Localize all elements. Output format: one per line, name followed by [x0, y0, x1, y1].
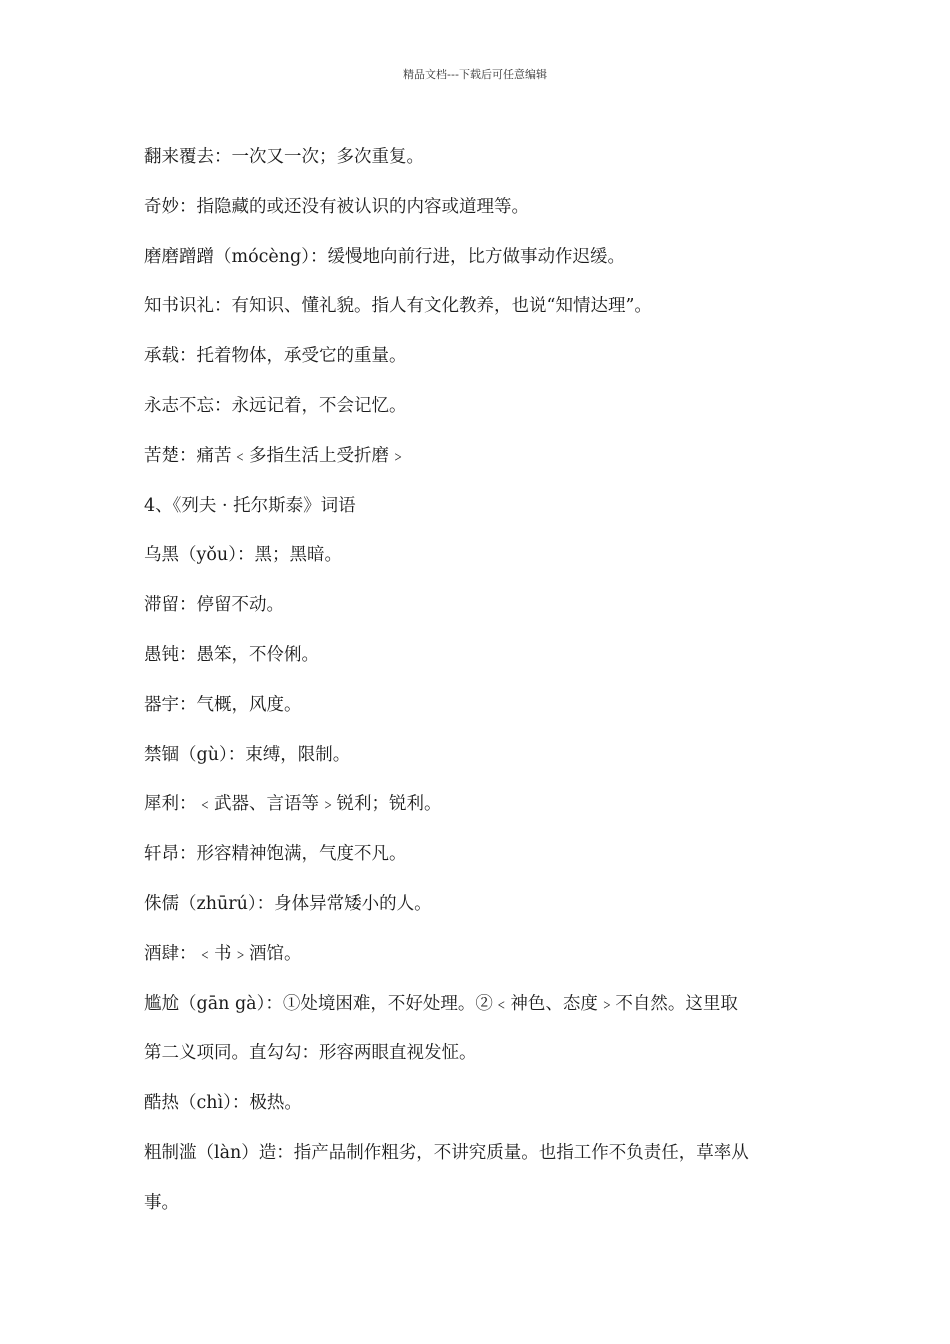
text-line: 轩昂：形容精神饱满，气度不凡。: [144, 844, 407, 865]
section-heading: 4、《列夫 · 托尔斯泰》词语: [144, 495, 356, 516]
text-line: 粗制滥（làn）造：指产品制作粗劣，不讲究质量。也指工作不负责任，草率从: [144, 1142, 749, 1163]
document-body: [144, 133, 812, 1229]
text-line: 乌黑（yǒu）：黑；黑暗。: [144, 545, 342, 566]
text-line: 侏儒（zhūrú）：身体异常矮小的人。: [144, 893, 432, 914]
text-line: 第二义项同。直勾勾：形容两眼直视发怔。: [144, 1043, 477, 1064]
page-header: 精品文档---下载后可任意编辑: [403, 68, 547, 81]
text-line: 苦楚：痛苦﹤多指生活上受折磨﹥: [144, 445, 407, 466]
text-line: 器宇：气概，风度。: [144, 694, 302, 715]
text-line: 承载：托着物体，承受它的重量。: [144, 346, 407, 367]
text-line: 永志不忘：永远记着，不会记忆。: [144, 395, 407, 416]
text-line: 尴尬（gān gà）：①处境困难，不好处理。②﹤神色、态度﹥不自然。这里取: [144, 993, 738, 1014]
text-line: 禁锢（gù）：束缚，限制。: [144, 744, 351, 765]
text-line: 犀利：﹤武器、言语等﹥锐利；锐利。: [144, 794, 442, 815]
text-line: 酷热（chì）：极热。: [144, 1093, 302, 1114]
text-line: 奇妙：指隐藏的或还没有被认识的内容或道理等。: [144, 196, 529, 217]
text-line: 事。: [144, 1192, 179, 1213]
text-line: 翻来覆去：一次又一次；多次重复。: [144, 147, 424, 167]
text-line: 知书识礼：有知识、懂礼貌。指人有文化教养，也说“知情达理”。: [144, 296, 652, 317]
text-line: 滞留：停留不动。: [144, 595, 284, 616]
text-line: 愚钝：愚笨，不伶俐。: [144, 644, 319, 665]
text-line: 酒肆：﹤书﹥酒馆。: [144, 943, 302, 964]
text-line: 磨磨蹭蹭（mócèng）：缓慢地向前行进，比方做事动作迟缓。: [144, 246, 626, 267]
